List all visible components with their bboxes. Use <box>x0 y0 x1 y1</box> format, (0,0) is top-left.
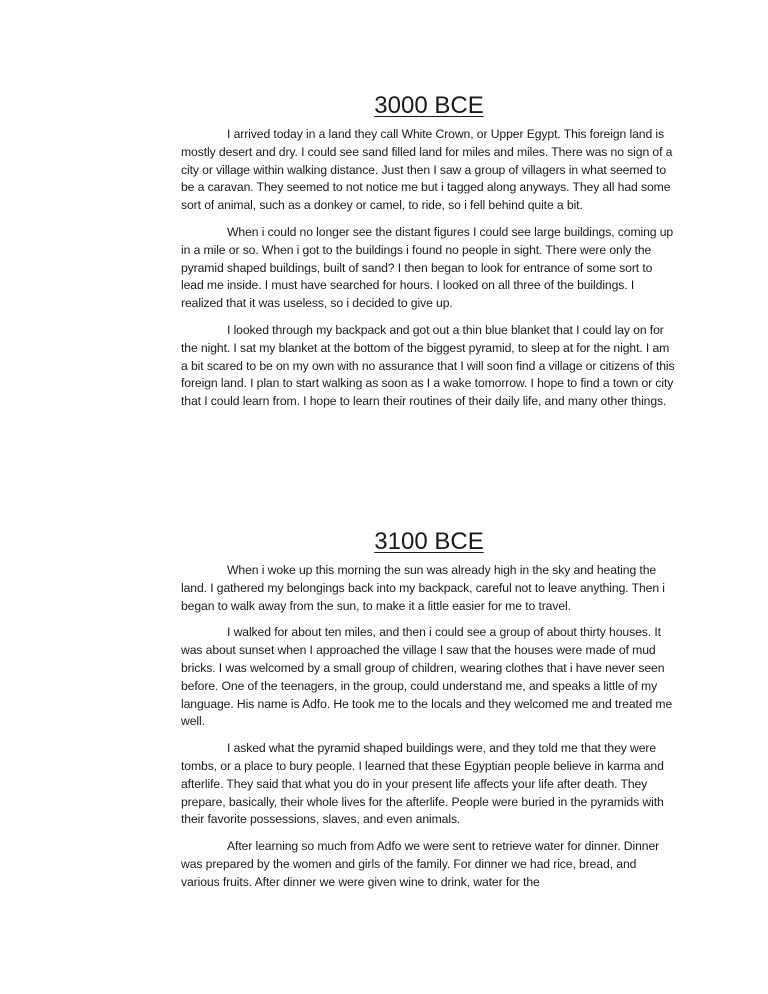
entry-paragraph: I looked through my backpack and got out a thin blue blanket that I could lay on for the night. I sat my blanket at the bottom of the biggest pyramid, to sleep at for the night. I am a bit scared to be on my own with no assurance that I will soon find a village or citizens of this foreign land. I plan to start walking as soon as I a wake tomorrow. I hope to find a town or city that I could learn from. I hope to learn their routines of their daily life, and many other things. <box>181 322 675 409</box>
entry-paragraph: When i could no longer see the distant figures I could see large buildings, coming up in a mile or so. When i got to the buildings i found no people in sight. There were only the pyramid shaped buildings, built of sand? I then began to look for entrance of some sort to lead me inside. I must have searched for hours. I looked on all three of the buildings. I realized that it was useless, so i decided to give up. <box>181 224 674 311</box>
entry-paragraph: I asked what the pyramid shaped buildings were, and they told me that they were tombs, or a place to bury people. I learned that these Egyptian people believe in karma and afterlife. They said that what you do in your present life affects your life after death. They prepare, basically, their whole lives for the afterlife. People were buried in the pyramids with their favorite possessions, slaves, and even animals. <box>181 741 664 827</box>
entry-heading: 3100 BCE <box>374 528 484 555</box>
journal-entry-3000-bce <box>181 90 677 420</box>
entry-paragraph: After learning so much from Adfo we were sent to retrieve water for dinner. Dinner was prepared by the women and girls of the family. For dinner we had rice, bread, and various fruits. After dinner we were given wine to drink, water for the <box>181 839 660 889</box>
entry-paragraph: I walked for about ten miles, and then i could see a group of about thirty houses. It was about sunset when I approached the village I saw that the houses were made of mud bricks. I was welcomed by a small group of children, wearing clothes that i have never seen before. One of the teenagers, in the group, could understand me, and speaks a little of my language. His name is Adfo. He took me to the locals and they welcomed me and treated me well. <box>181 625 673 729</box>
entry-paragraph: When i woke up this morning the sun was already high in the sky and heating the land. I gathered my belongings back into my backpack, careful not to leave anything. Then i began to walk away from the sun, to make it a little easier for me to travel. <box>181 563 665 613</box>
entry-paragraph: I arrived today in a land they call White Crown, or Upper Egypt. This foreign land is mostly desert and dry. I could see sand filled land for miles and miles. There was no sign of a city or village within walking distance. Just then I saw a group of villagers in what seemed to be a caravan. They seemed to not notice me but i tagged along anyways. They all had some sort of animal, such as a donkey or camel, to ride, so i fell behind quite a bit. <box>181 127 673 213</box>
journal-entry-3100-bce <box>181 526 677 901</box>
entry-heading: 3000 BCE <box>374 92 484 119</box>
